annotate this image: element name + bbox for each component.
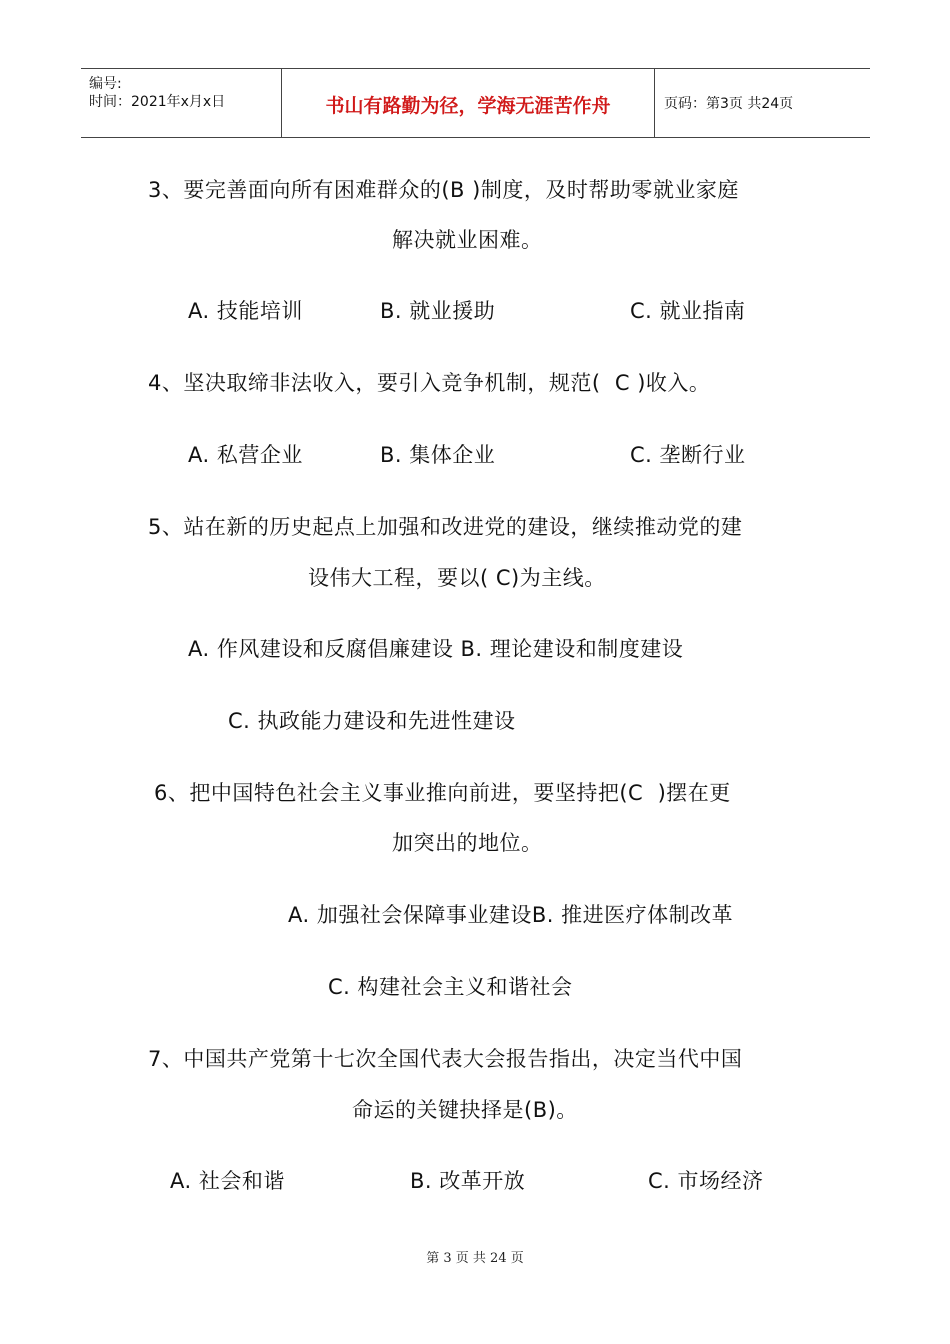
option-c: C. 垄断行业 [630,443,746,467]
question-text: 加突出的地位。 [392,831,543,855]
question-text: 7、中国共产党第十七次全国代表大会报告指出，决定当代中国 [148,1047,743,1071]
option-c: C. 执政能力建设和先进性建设 [228,709,516,733]
motto: 书山有路勤为径，学海无涯苦作舟 [325,95,611,117]
option-c: C. 就业指南 [630,299,746,323]
option-a: A. 社会和谐 [170,1169,285,1193]
option-b: B. 集体企业 [380,443,496,467]
header-info-cell [81,69,282,137]
page-info: 页码：第3页 共24页 [664,96,794,112]
option-c: C. 市场经济 [648,1169,764,1193]
option-c: C. 构建社会主义和谐社会 [328,975,573,999]
option-b: B. 改革开放 [410,1169,526,1193]
question-text: 5、站在新的历史起点上加强和改进党的建设，继续推动党的建 [148,515,743,539]
option-b: B. 就业援助 [380,299,496,323]
question-text: 设伟大工程，要以( C)为主线。 [308,566,606,590]
option-a: A. 私营企业 [188,443,303,467]
question-text: 4、坚决取缔非法收入，要引入竞争机制，规范( C )收入。 [148,371,711,395]
header-motto-cell [282,69,655,137]
header-page-cell [655,69,870,137]
question-text: 解决就业困难。 [392,228,543,252]
question-text: 3、要完善面向所有困难群众的(B )制度，及时帮助零就业家庭 [148,178,739,202]
question-text: 命运的关键抉择是(B)。 [352,1098,578,1122]
option-ab: A. 作风建设和反腐倡廉建设 B. 理论建设和制度建设 [188,637,684,661]
option-a: A. 技能培训 [188,299,303,323]
time-label: 时间：2021年x月x日 [89,94,226,110]
page-footer: 第 3 页 共 24 页 [426,1251,524,1266]
number-label: 编号: [89,76,122,92]
page-header [81,68,870,138]
question-text: 6、把中国特色社会主义事业推向前进，要坚持把(C )摆在更 [154,781,731,805]
option-ab: A. 加强社会保障事业建设B. 推进医疗体制改革 [288,903,734,927]
